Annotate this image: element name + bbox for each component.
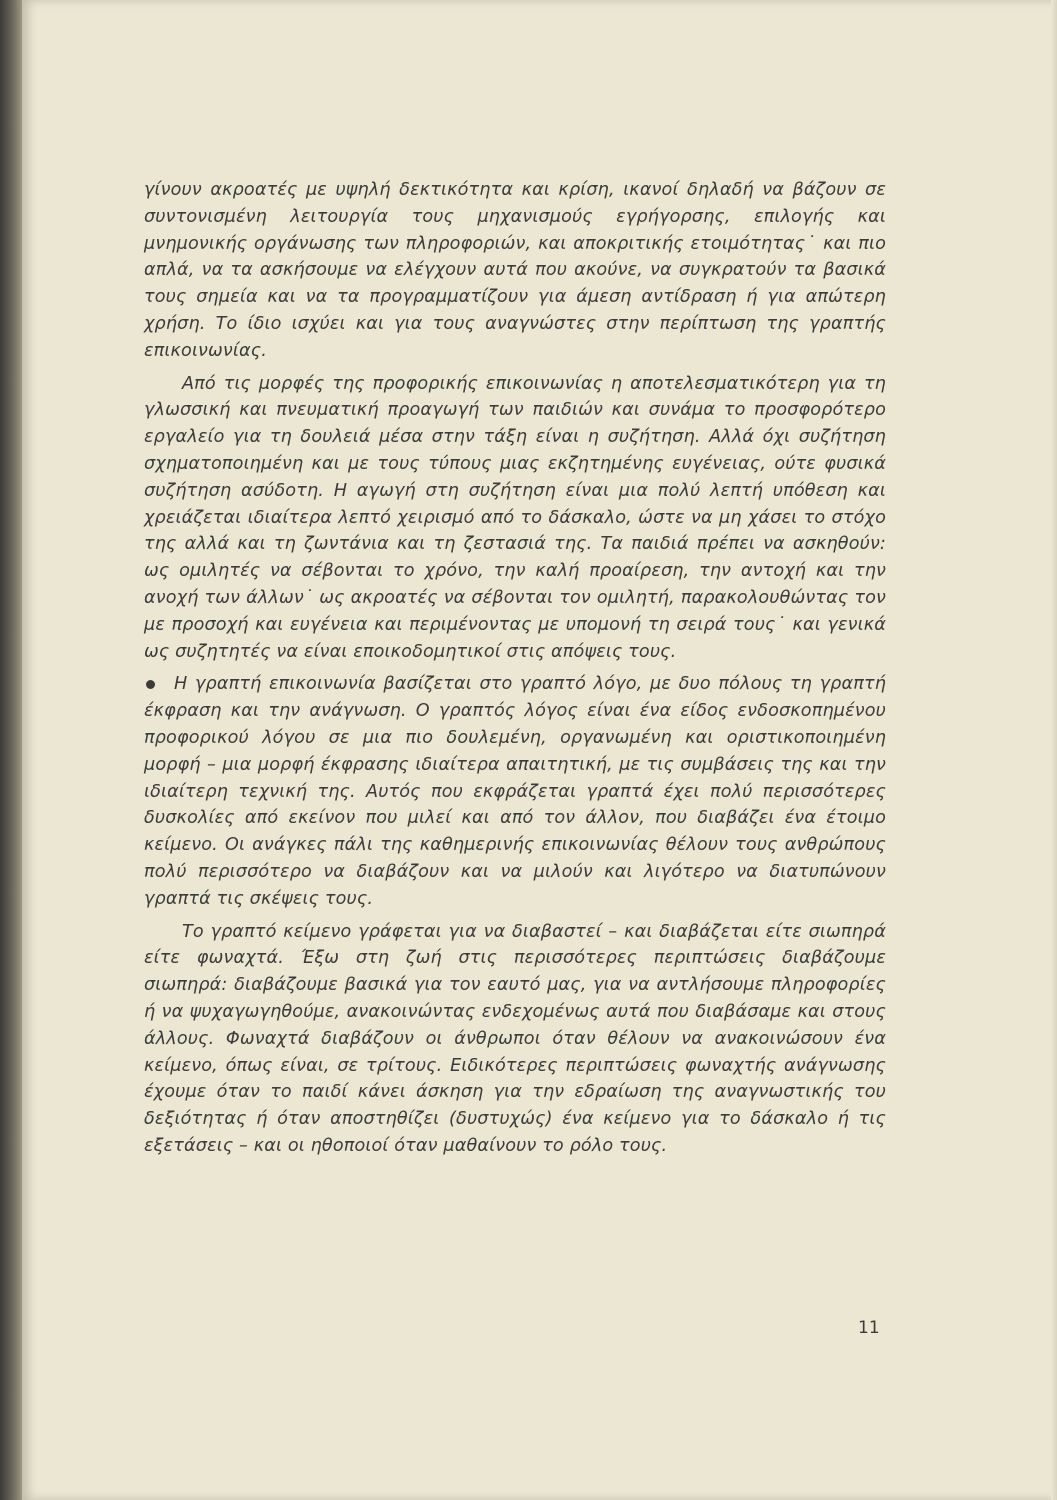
paragraph-continuation: γίνουν ακροατές με υψηλή δεκτικότητα και κρίση, ικανοί δηλαδή να βάζουν σε συντονισμένη λειτουργία τους μηχανισμούς εγρήγορσης, επιλογής και μνημονικής οργάνωσης των πληροφοριών, και αποκριτικής ετοιμότητας˙ και πιο απλά, να τα ασκήσουμε να ελέγχουν αυτά που ακούνε, να συγκρατούν τα βασικά τους σημεία και να τα προγραμματίζουν για άμεση αντίδραση ή για απώτερη χρήση. Το ίδιο ισχύει και για τους αναγνώστες στην περίπτωση της γραπτής επικοινωνίας. (144, 180, 886, 361)
bullet-paragraph-written-communication (144, 671, 886, 912)
book-spine-shadow (0, 0, 22, 1500)
page-number: 11 (858, 1318, 880, 1338)
bullet-paragraph-text: Η γραπτή επικοινωνία βασίζεται στο γραπτό λόγο, με δυο πόλους τη γραπτή έκφραση και την ανάγνωση. Ο γραπτός λόγος είναι ένα είδος ενδοσκοπημένου προφορικού λόγου σε μια πιο δουλεμένη, οργανωμένη και οριστικοποιημένη μορφή – μια μορφή έκφρασης ιδιαίτερα απαιτητική, με τις συμβάσεις της και την ιδιαίτερη τεχνική της. Αυτός που εκφράζεται γραπτά έχει πολύ περισσότερες δυσκολίες από εκείνον που μιλεί και από τον άλλον, που διαβάζει ένα έτοιμο κείμενο. Οι ανάγκες πάλι της καθημερινής επικοινωνίας θέλουν τους ανθρώπους πολύ περισσότερο να διαβάζουν και να μιλούν και λιγότερο να διατυπώνουν γραπτά τις σκέψεις τους. (144, 674, 886, 909)
bullet-icon (146, 680, 155, 689)
page-edge (1051, 0, 1057, 1500)
paragraph-oral-discussion: Από τις μορφές της προφορικής επικοινωνίας η αποτελεσματικότερη για τη γλωσσική και πνευματική προαγωγή των παιδιών και συνάμα το προσφορότερο εργαλείο για τη δουλειά μέσα στην τάξη είναι η συζήτηση. Αλλά όχι συζήτηση σχηματοποιημένη και με τους τύπους μιας εκζητημένης ευγένειας, ούτε φυσικά συζήτηση ασύδοτη. Η αγωγή στη συζήτηση είναι μια πολύ λεπτή υπόθεση και χρειάζεται ιδιαίτερα λεπτό χειρισμό από το δάσκαλο, ώστε να μη χάσει το στόχο της αλλά και τη ζωντάνια και τη ζεστασιά της. Τα παιδιά πρέπει να ασκηθούν: ως ομιλητές να σέβονται το χρόνο, την καλή προαίρεση, την αντοχή και την ανοχή των άλλων˙ ως ακροατές να σέβονται τον ομιλητή, παρακολουθώντας τον με προσοχή και ευγένεια και περιμένοντας με υπομονή τη σειρά τους˙ και γενικά ως συζητητές να είναι εποικοδομητικοί στις απόψεις τους. (144, 373, 886, 662)
body-text (144, 177, 886, 1166)
paragraph-reading: Το γραπτό κείμενο γράφεται για να διαβαστεί – και διαβάζεται είτε σιωπηρά είτε φωναχτά. Έξω στη ζωή στις περισσότερες περιπτώσεις διαβάζουμε σιωπηρά: διαβάζουμε βασικά για τον εαυτό μας, για να αντλήσουμε πληροφορίες ή να ψυχαγωγηθούμε, ανακοινώντας ενδεχομένως αυτά που διαβάσαμε και στους άλλους. Φωναχτά διαβάζουν οι άνθρωποι όταν θέλουν να ανακοινώσουν ένα κείμενο, όπως είναι, σε τρίτους. Ειδικότερες περιπτώσεις φωναχτής ανάγνωσης έχουμε όταν το παιδί κάνει άσκηση για την εδραίωση της αναγνωστικής του δεξιότητας ή όταν αποστηθίζει (δυστυχώς) ένα κείμενο για το δάσκαλο ή τις εξετάσεις – και οι ηθοποιοί όταν μαθαίνουν το ρόλο τους. (144, 921, 886, 1156)
